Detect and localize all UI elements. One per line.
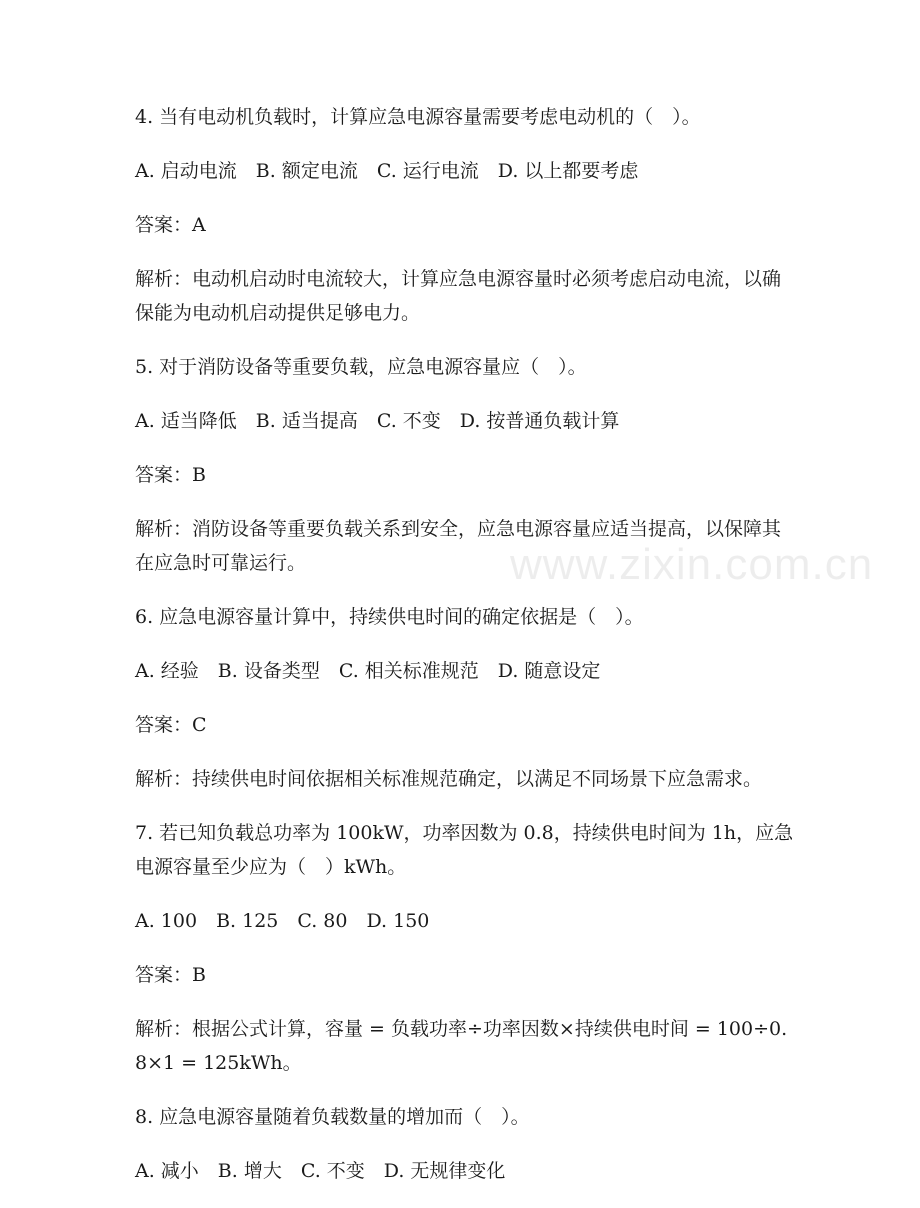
question-4-analysis: 解析：电动机启动时电流较大，计算应急电源容量时必须考虑启动电流，以确保能为电动机启动提供足够电力。 xyxy=(135,268,782,324)
question-8-stem: 8. 应急电源容量随着负载数量的增加而（ ）。 xyxy=(135,1106,530,1128)
question-4-options: A. 启动电流 B. 额定电流 C. 运行电流 D. 以上都要考虑 xyxy=(135,160,639,182)
question-7-answer: 答案：B xyxy=(135,964,206,986)
document-page xyxy=(135,100,795,1208)
question-6-answer: 答案：C xyxy=(135,714,207,736)
question-5-analysis: 解析：消防设备等重要负载关系到安全，应急电源容量应适当提高，以保障其在应急时可靠运行。 xyxy=(135,518,782,574)
question-5-answer: 答案：B xyxy=(135,464,206,486)
question-6-options: A. 经验 B. 设备类型 C. 相关标准规范 D. 随意设定 xyxy=(135,660,601,682)
question-4-answer: 答案：A xyxy=(135,214,206,236)
question-7-analysis: 解析：根据公式计算，容量 = 负载功率÷功率因数×持续供电时间 = 100÷0.8×1 = 125kWh。 xyxy=(135,1018,788,1074)
question-6-analysis: 解析：持续供电时间依据相关标准规范确定，以满足不同场景下应急需求。 xyxy=(135,768,763,790)
question-7-stem: 7. 若已知负载总功率为 100kW，功率因数为 0.8，持续供电时间为 1h，应急电源容量至少应为（ ）kWh。 xyxy=(135,822,794,878)
question-5-stem: 5. 对于消防设备等重要负载，应急电源容量应（ ）。 xyxy=(135,356,587,378)
question-5-options: A. 适当降低 B. 适当提高 C. 不变 D. 按普通负载计算 xyxy=(135,410,620,432)
question-6-stem: 6. 应急电源容量计算中，持续供电时间的确定依据是（ ）。 xyxy=(135,606,644,628)
question-8-options: A. 减小 B. 增大 C. 不变 D. 无规律变化 xyxy=(135,1160,506,1182)
watermark: www.zixin.com.cn xyxy=(510,540,874,589)
question-7-options: A. 100 B. 125 C. 80 D. 150 xyxy=(135,910,430,932)
question-4-stem: 4. 当有电动机负载时，计算应急电源容量需要考虑电动机的（ ）。 xyxy=(135,106,701,128)
